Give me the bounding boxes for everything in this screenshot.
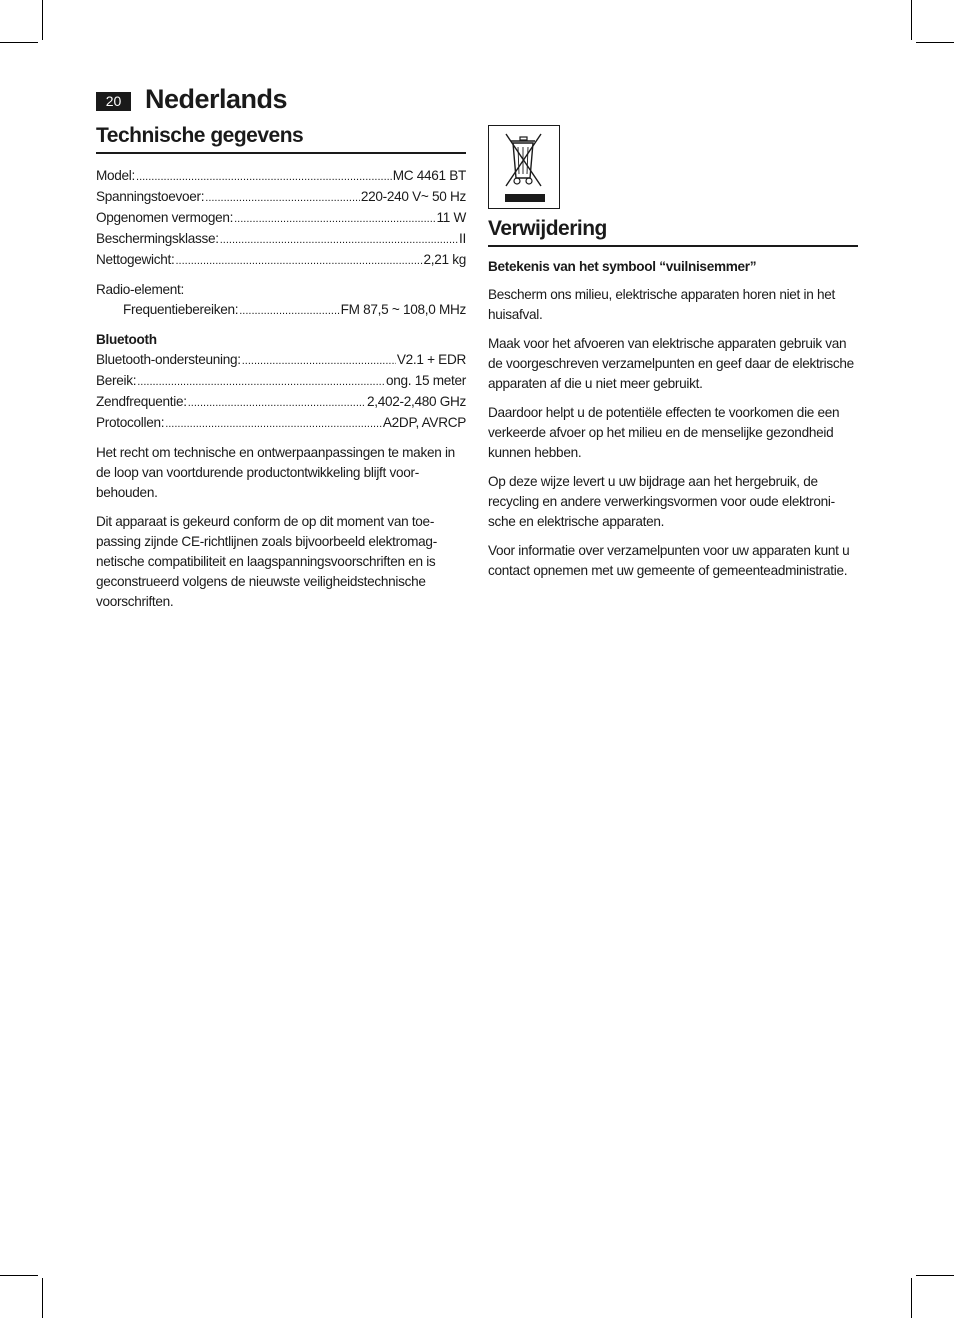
paragraph: Daardoor helpt u de potentiële effecten te voorkomen die een verkeerde afvoer op het milieu en de menselijke gezondheid kunnen hebben.	[488, 405, 840, 460]
leader-dots	[136, 166, 392, 187]
technical-data-heading: Technische gegevens	[96, 122, 466, 154]
paragraph: Dit apparaat is gekeurd conform de op dit moment van toepassing zijnde CE-richtlijnen zoals bijvoorbeeld elektromagnetische compatibiliteit en laagspanningsvoorschriften en is geconstrueerd volgens de nieuwste veiligheidstechnische voorschriften.	[96, 514, 438, 609]
spec-label: Protocollen:	[96, 415, 165, 430]
spec-value: MC 4461 BT	[392, 168, 466, 183]
disposal-column	[488, 125, 858, 590]
spec-row	[96, 250, 466, 271]
spec-label: Zendfrequentie:	[96, 394, 187, 409]
crop-mark	[916, 42, 954, 43]
spec-row	[96, 187, 466, 208]
spec-row	[96, 413, 466, 434]
crop-mark	[916, 1275, 954, 1276]
spec-value: 220-240 V~ 50 Hz	[360, 189, 466, 204]
leader-dots	[242, 350, 396, 371]
language-title: Nederlands	[145, 84, 288, 114]
spec-value: 2,402-2,480 GHz	[366, 394, 466, 409]
spec-value: II	[459, 231, 466, 246]
spec-row	[96, 300, 466, 321]
leader-dots	[175, 250, 422, 271]
radio-label: Radio-element:	[96, 282, 184, 297]
spec-label: Spanningstoevoer:	[96, 189, 205, 204]
spec-value: A2DP, AVRCP	[382, 415, 466, 430]
bluetooth-heading: Bluetooth	[96, 332, 157, 347]
leader-dots	[165, 413, 382, 434]
spec-value: V2.1 + EDR	[396, 352, 466, 367]
spec-row	[96, 350, 466, 371]
spec-value: 11 W	[436, 210, 466, 225]
crop-mark	[911, 0, 912, 40]
spec-row	[96, 208, 466, 229]
spec-label: Beschermingsklasse:	[96, 231, 219, 246]
spec-label: Opgenomen vermogen:	[96, 210, 234, 225]
disposal-heading: Verwijdering	[488, 215, 858, 247]
crop-mark	[911, 1278, 912, 1318]
paragraph: Op deze wijze levert u uw bijdrage aan het hergebruik, de recycling en andere verwerkingsvormen voor oude elektronische en elektrische apparaten.	[488, 474, 836, 529]
spec-row	[96, 229, 466, 250]
crop-mark	[0, 42, 38, 43]
paragraph: Voor informatie over verzamelpunten voor uw apparaten kunt u contact opnemen met uw gemeente of gemeenteadministratie.	[488, 543, 850, 578]
technical-data-column	[96, 122, 466, 621]
spec-row	[96, 371, 466, 392]
spec-value: FM 87,5 ~ 108,0 MHz	[340, 302, 466, 317]
paragraph: Het recht om technische en ontwerpaanpassingen te maken in de loop van voortdurende productontwikkeling blijft voorbehouden.	[96, 445, 455, 500]
disposal-subheading: Betekenis van het symbool “vuilnisemmer”	[488, 259, 757, 274]
spec-label: Bluetooth-ondersteuning:	[96, 352, 241, 367]
spec-row	[96, 392, 466, 413]
spec-label: Bereik:	[96, 373, 137, 388]
leader-dots	[188, 392, 366, 413]
wheelie-bin-icon	[488, 125, 560, 209]
spec-value: 2,21 kg	[423, 252, 466, 267]
crop-mark	[42, 1278, 43, 1318]
spec-label: Frequentiebereiken:	[123, 302, 239, 317]
crop-mark	[42, 0, 43, 40]
leader-dots	[239, 300, 339, 321]
leader-dots	[234, 208, 435, 229]
leader-dots	[137, 371, 385, 392]
paragraph: Maak voor het afvoeren van elektrische apparaten gebruik van de voorgeschreven verzamelpunten en geef daar de elektrische apparaten af die u niet meer gebruikt.	[488, 336, 854, 391]
paragraph: Bescherm ons milieu, elektrische apparaten horen niet in het huisafval.	[488, 287, 835, 322]
spec-value: ong. 15 meter	[386, 373, 466, 388]
page-number: 20	[96, 92, 131, 111]
spec-row	[96, 166, 466, 187]
leader-dots	[205, 187, 360, 208]
leader-dots	[220, 229, 458, 250]
spec-label: Nettogewicht:	[96, 252, 175, 267]
crop-mark	[0, 1275, 38, 1276]
spec-label: Model:	[96, 168, 136, 183]
